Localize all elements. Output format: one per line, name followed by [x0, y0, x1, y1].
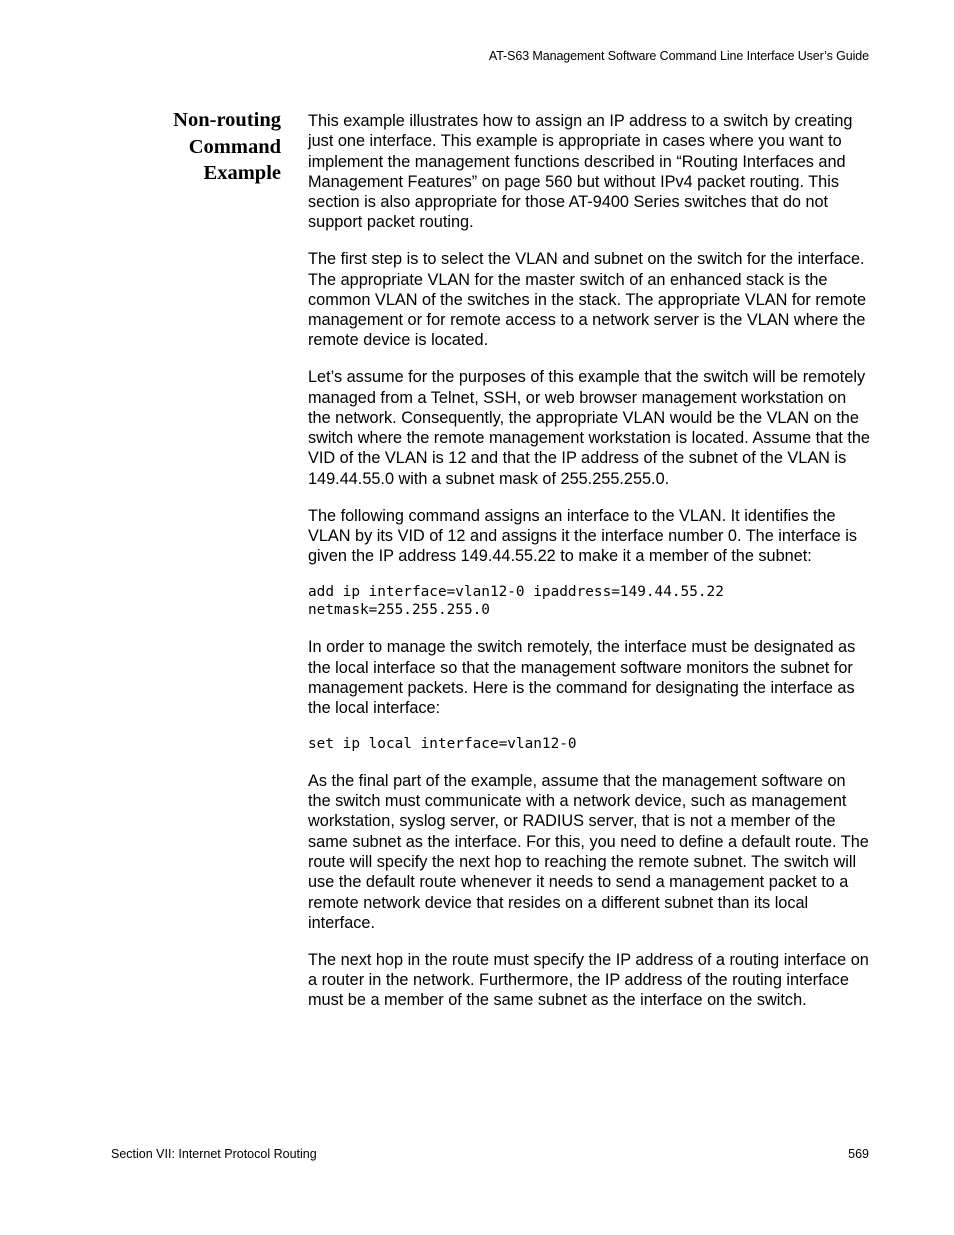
- paragraph-default-route: As the final part of the example, assume that the management software on the switch must communicate with a network device, such as management workstation, syslog server, or RADIUS server, that is not a member of the same subnet as the interface. For this, you need to define a default route. The route will specify the next hop to reaching the remote subnet. The switch will use the default route whenever it needs to send a management packet to a remote network device that resides on a different subnet than its local interface.: [308, 771, 869, 932]
- code-line: netmask=255.255.255.0: [308, 602, 490, 619]
- code-set-ip-local: [308, 735, 870, 753]
- paragraph-intro: This example illustrates how to assign an IP address to a switch by creating just one interface. This example is appropriate in cases where you want to implement the management functions described in “Routing Interfaces and Management Features” on page 560 but without IPv4 packet routing. This section is also appropriate for those AT-9400 Series switches that do not support packet routing.: [308, 112, 853, 232]
- section-heading-line: Non-routing: [173, 109, 281, 131]
- footer-section-label: Section VII: Internet Protocol Routing: [111, 1147, 317, 1161]
- code-line: set ip local interface=vlan12-0: [308, 735, 577, 752]
- paragraph-local-interface: In order to manage the switch remotely, the interface must be designated as the local interface so that the management software monitors the subnet for management packets. Here is the command for designating the interface as the local interface:: [308, 638, 856, 718]
- code-add-ip-interface: [308, 583, 870, 620]
- paragraph-select-vlan: The first step is to select the VLAN and subnet on the switch for the interface. The appropriate VLAN for the master switch of an enhanced stack is the common VLAN of the switches in the stack. The appropriate VLAN for remote management or for remote access to a network server is the VLAN where the remote device is located.: [308, 250, 867, 350]
- page-number: 569: [848, 1147, 869, 1161]
- paragraph-assumptions: Let’s assume for the purposes of this example that the switch will be remotely managed from a Telnet, SSH, or web browser management workstation on the network. Consequently, the appropriate VLAN would be the VLAN on the switch where the remote management workstation is located. Assume that the VID of the VLAN is 12 and that the IP address of the subnet of the VLAN is 149.44.55.0 with a subnet mask of 255.255.255.0.: [308, 368, 870, 488]
- code-line: add ip interface=vlan12-0 ipaddress=149.44.55.22: [308, 583, 724, 600]
- body-text: [308, 111, 870, 1027]
- running-header: AT-S63 Management Software Command Line Interface User’s Guide: [488, 49, 869, 63]
- paragraph-assign-interface: The following command assigns an interface to the VLAN. It identifies the VLAN by its VID of 12 and assigns it the interface number 0. The interface is given the IP address 149.44.55.22 to make it a member of the subnet:: [308, 506, 858, 566]
- section-heading-line: Example: [203, 162, 281, 184]
- section-heading-line: Command: [188, 135, 281, 158]
- paragraph-next-hop: The next hop in the route must specify the IP address of a routing interface on a router in the network. Furthermore, the IP address of the routing interface must be a member of the same subnet as the interface on the switch.: [308, 950, 869, 1010]
- section-heading: [120, 107, 281, 187]
